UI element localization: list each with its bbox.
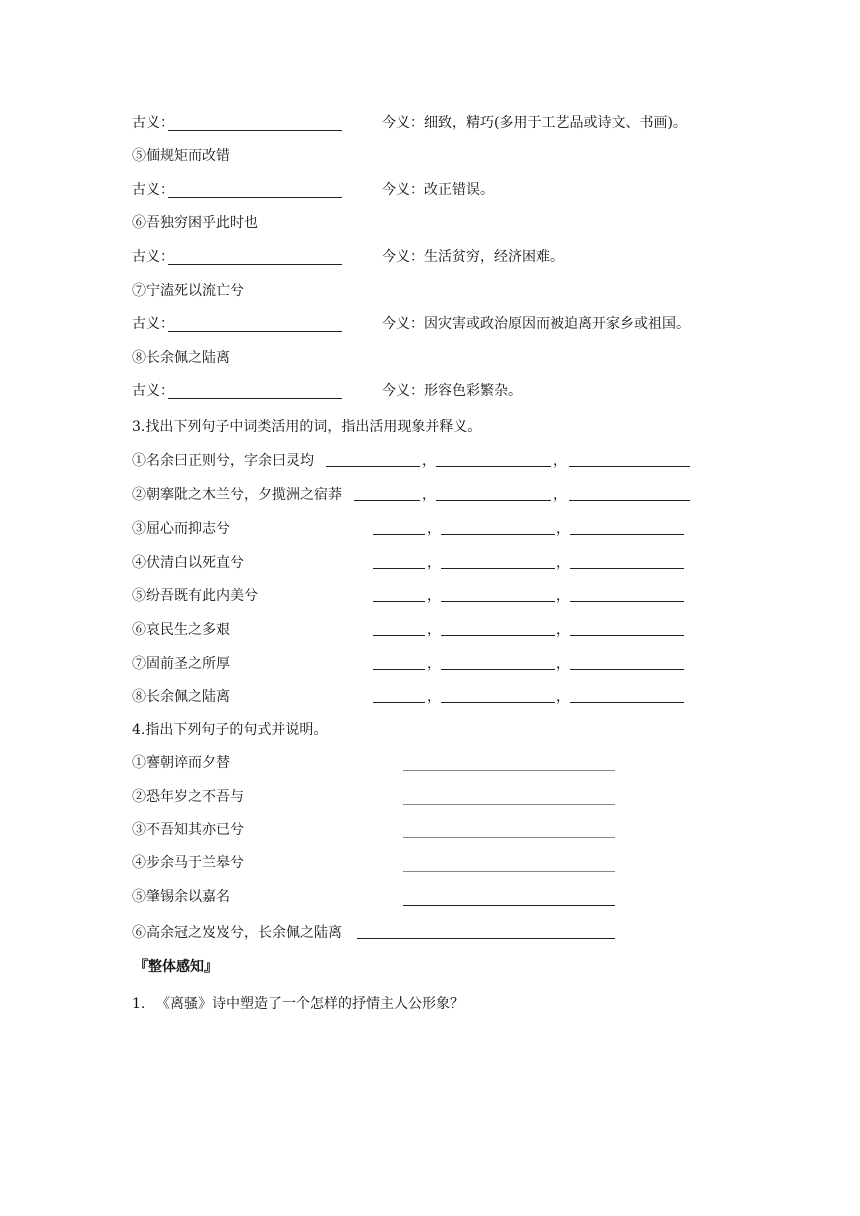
s3-comma: ， (427, 689, 441, 705)
s3-comma: ， (427, 588, 441, 604)
s4-item-1: ①謇朝谇而夕替 (132, 755, 230, 771)
s3-blank-3a[interactable] (373, 534, 425, 535)
s3-blank-5b[interactable] (441, 601, 555, 602)
s3-blank-1b[interactable] (436, 466, 551, 467)
s3-item-6: ⑥哀民生之多艰 (132, 622, 230, 638)
item-6: ⑥吾独穷困乎此时也 (132, 215, 258, 231)
s3-comma: ， (553, 487, 567, 503)
s3-blank-6a[interactable] (373, 635, 425, 636)
s3-item-3: ③屈心而抑志兮 (132, 521, 230, 537)
item-8: ⑧长余佩之陆离 (132, 350, 230, 366)
jin-meaning-8: 今义：形容色彩繁杂。 (382, 383, 522, 399)
jin-meaning-6: 今义：生活贫穷，经济困难。 (382, 249, 564, 265)
s3-comma: ， (556, 689, 570, 705)
s3-blank-8c[interactable] (570, 702, 684, 703)
s3-comma: ， (427, 622, 441, 638)
s3-comma: ， (422, 487, 436, 503)
s3-blank-4b[interactable] (441, 568, 555, 569)
s3-blank-2a[interactable] (354, 500, 420, 501)
item-7: ⑦宁溘死以流亡兮 (132, 283, 244, 299)
s4-blank-2[interactable] (403, 804, 615, 805)
question-1-text: 《离骚》诗中塑造了一个怎样的抒情主人公形象？ (156, 996, 464, 1012)
s3-blank-3c[interactable] (570, 534, 684, 535)
s3-comma: ， (556, 555, 570, 571)
jin-meaning-5: 今义：改正错误。 (382, 182, 494, 198)
s3-blank-5c[interactable] (570, 601, 684, 602)
s3-blank-2c[interactable] (569, 500, 690, 501)
section-3-heading: 3.找出下列句子中词类活用的词，指出活用现象并释义。 (132, 419, 482, 435)
s4-blank-4[interactable] (403, 871, 615, 872)
s3-comma: ， (422, 453, 436, 469)
s3-comma: ， (427, 555, 441, 571)
s4-item-2: ②恐年岁之不吾与 (132, 789, 244, 805)
s3-blank-4a[interactable] (373, 568, 425, 569)
s3-comma: ， (553, 453, 567, 469)
s3-blank-7b[interactable] (441, 669, 555, 670)
s4-item-3: ③不吾知其亦已兮 (132, 822, 244, 838)
gu-label-6: 古义： (132, 249, 174, 265)
jin-meaning-7: 今义：因灾害或政治原因而被迫离开家乡或祖国。 (382, 316, 690, 332)
s3-item-5: ⑤纷吾既有此内美兮 (132, 588, 258, 604)
s3-blank-1c[interactable] (569, 466, 690, 467)
s4-item-4: ④步余马于兰皋兮 (132, 855, 244, 871)
s3-blank-4c[interactable] (570, 568, 684, 569)
gu-blank-5[interactable] (168, 197, 342, 198)
section-4-heading: 4.指出下列句子的句式并说明。 (132, 722, 328, 738)
s3-blank-8b[interactable] (441, 702, 555, 703)
s4-blank-3[interactable] (403, 837, 615, 838)
s3-comma: ， (556, 622, 570, 638)
s3-comma: ， (427, 521, 441, 537)
s3-blank-6c[interactable] (570, 635, 684, 636)
overall-heading: 『整体感知』 (134, 959, 218, 975)
s3-item-7: ⑦固前圣之所厚 (132, 656, 230, 672)
s3-comma: ， (556, 656, 570, 672)
gu-label-8: 古义： (132, 383, 174, 399)
s3-blank-1a[interactable] (326, 466, 420, 467)
item-5: ⑤偭规矩而改错 (132, 148, 230, 164)
gu-blank-4[interactable] (168, 130, 342, 131)
s3-blank-7a[interactable] (373, 669, 425, 670)
s4-item-5: ⑤肇锡余以嘉名 (132, 889, 230, 905)
s3-blank-2b[interactable] (436, 500, 551, 501)
s3-item-1: ①名余曰正则兮，字余曰灵均 (132, 453, 314, 469)
gu-blank-6[interactable] (168, 264, 342, 265)
s3-blank-8a[interactable] (373, 702, 425, 703)
s3-comma: ， (427, 656, 441, 672)
jin-meaning-4: 今义：细致，精巧(多用于工艺品或诗文、书画)。 (382, 115, 687, 131)
s3-blank-7c[interactable] (570, 669, 684, 670)
s3-comma: ， (556, 588, 570, 604)
s3-item-4: ④伏清白以死直兮 (132, 555, 244, 571)
s3-item-8: ⑧长余佩之陆离 (132, 689, 230, 705)
s3-blank-6b[interactable] (441, 635, 555, 636)
s3-blank-5a[interactable] (373, 601, 425, 602)
gu-label-4: 古义： (132, 115, 174, 131)
question-1-number: 1. (132, 996, 146, 1012)
gu-label-7: 古义： (132, 316, 174, 332)
s4-item-6: ⑥高余冠之岌岌兮，长余佩之陆离 (132, 925, 342, 941)
gu-blank-7[interactable] (168, 331, 342, 332)
s4-blank-6[interactable] (357, 938, 615, 939)
s4-blank-5[interactable] (403, 905, 615, 906)
s3-comma: ， (556, 521, 570, 537)
gu-blank-8[interactable] (168, 398, 342, 399)
s4-blank-1[interactable] (403, 770, 615, 771)
s3-item-2: ②朝搴阰之木兰兮，夕揽洲之宿莽 (132, 487, 342, 503)
gu-label-5: 古义： (132, 182, 174, 198)
s3-blank-3b[interactable] (441, 534, 555, 535)
